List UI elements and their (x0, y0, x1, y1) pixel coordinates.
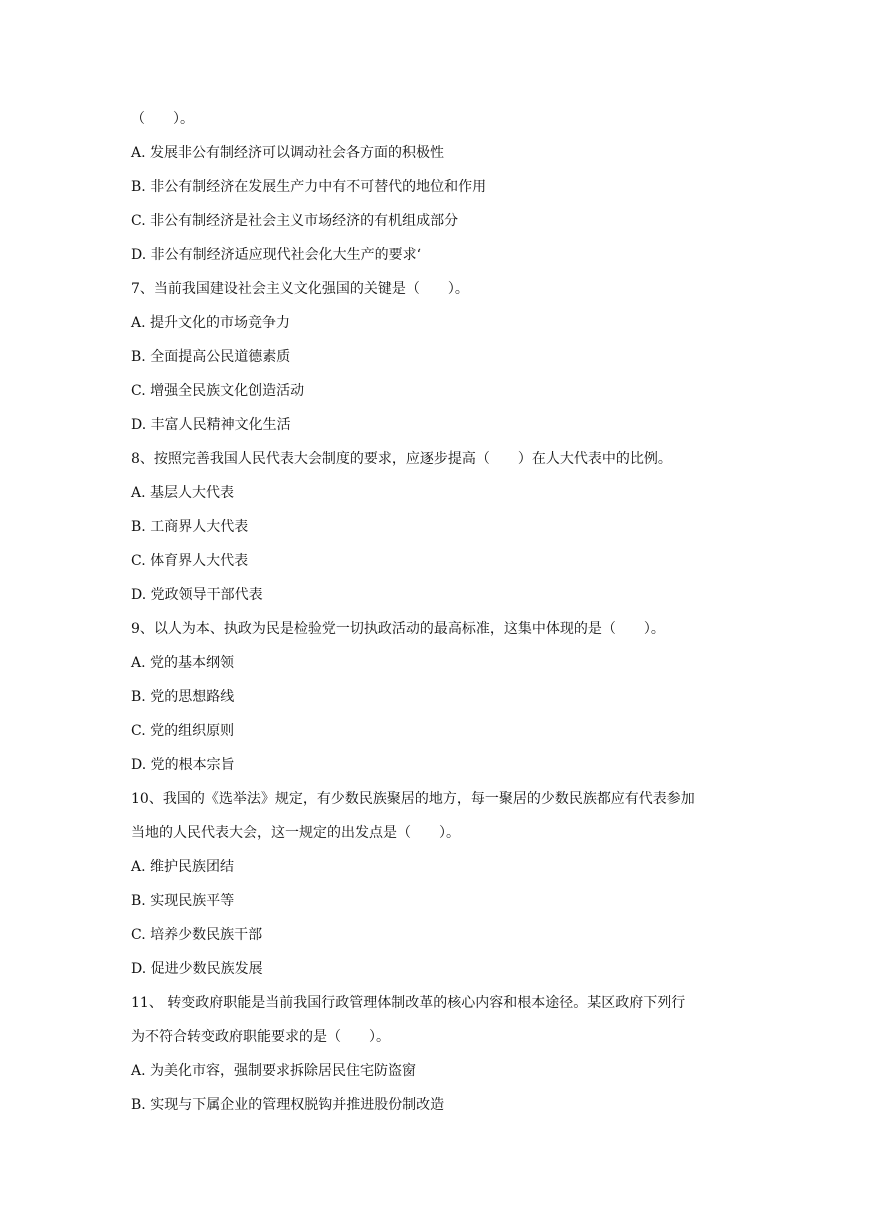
answer-blank-continuation: （ ）。 (131, 111, 194, 127)
q9-option-c: C. 党的组织原则 (131, 723, 235, 739)
q8-option-c: C. 体育界人大代表 (131, 553, 249, 569)
q8-option-a: A. 基层人大代表 (131, 485, 235, 501)
q9-option-a: A. 党的基本纲领 (131, 655, 235, 671)
q6-option-b: B. 非公有制经济在发展生产力中有不可替代的地位和作用 (131, 179, 487, 195)
q9-stem: 9、以人为本、执政为民是检验党一切执政活动的最高标准，这集中体现的是（ ）。 (131, 621, 665, 637)
q8-stem: 8、按照完善我国人民代表大会制度的要求，应逐步提高（ ）在人大代表中的比例。 (131, 451, 672, 467)
q6-option-c: C. 非公有制经济是社会主义市场经济的有机组成部分 (131, 213, 459, 229)
q10-option-a: A. 维护民族团结 (131, 859, 235, 875)
q10-stem-line-1: 10、我国的《选举法》规定，有少数民族聚居的地方，每一聚居的少数民族都应有代表参加 (131, 791, 695, 807)
q9-option-d: D. 党的根本宗旨 (131, 757, 235, 773)
q10-option-d: D. 促进少数民族发展 (131, 961, 263, 977)
q7-option-b: B. 全面提高公民道德素质 (131, 349, 291, 365)
q11-stem-line-1: 11、 转变政府职能是当前我国行政管理体制改革的核心内容和根本途径。某区政府下列行 (131, 995, 686, 1011)
q6-option-a: A. 发展非公有制经济可以调动社会各方面的积极性 (131, 145, 445, 161)
q6-option-d: D. 非公有制经济适应现代社会化大生产的要求‘ (131, 247, 422, 263)
q9-option-b: B. 党的思想路线 (131, 689, 235, 705)
q7-option-a: A. 提升文化的市场竞争力 (131, 315, 291, 331)
q7-stem: 7、当前我国建设社会主义文化强国的关键是（ ）。 (131, 281, 469, 297)
q11-option-a: A. 为美化市容，强制要求拆除居民住宅防盗窗 (131, 1063, 417, 1079)
q11-option-b: B. 实现与下属企业的管理权脱钩并推进股份制改造 (131, 1097, 445, 1113)
q10-option-c: C. 培养少数民族干部 (131, 927, 263, 943)
q10-option-b: B. 实现民族平等 (131, 893, 235, 909)
q11-stem-line-2: 为不符合转变政府职能要求的是（ ）。 (131, 1029, 390, 1045)
q7-option-c: C. 增强全民族文化创造活动 (131, 383, 305, 399)
q8-option-d: D. 党政领导干部代表 (131, 587, 263, 603)
q10-stem-line-2: 当地的人民代表大会，这一规定的出发点是（ ）。 (131, 825, 460, 841)
q7-option-d: D. 丰富人民精神文化生活 (131, 417, 291, 433)
q8-option-b: B. 工商界人大代表 (131, 519, 249, 535)
question-text-block (131, 107, 751, 1127)
